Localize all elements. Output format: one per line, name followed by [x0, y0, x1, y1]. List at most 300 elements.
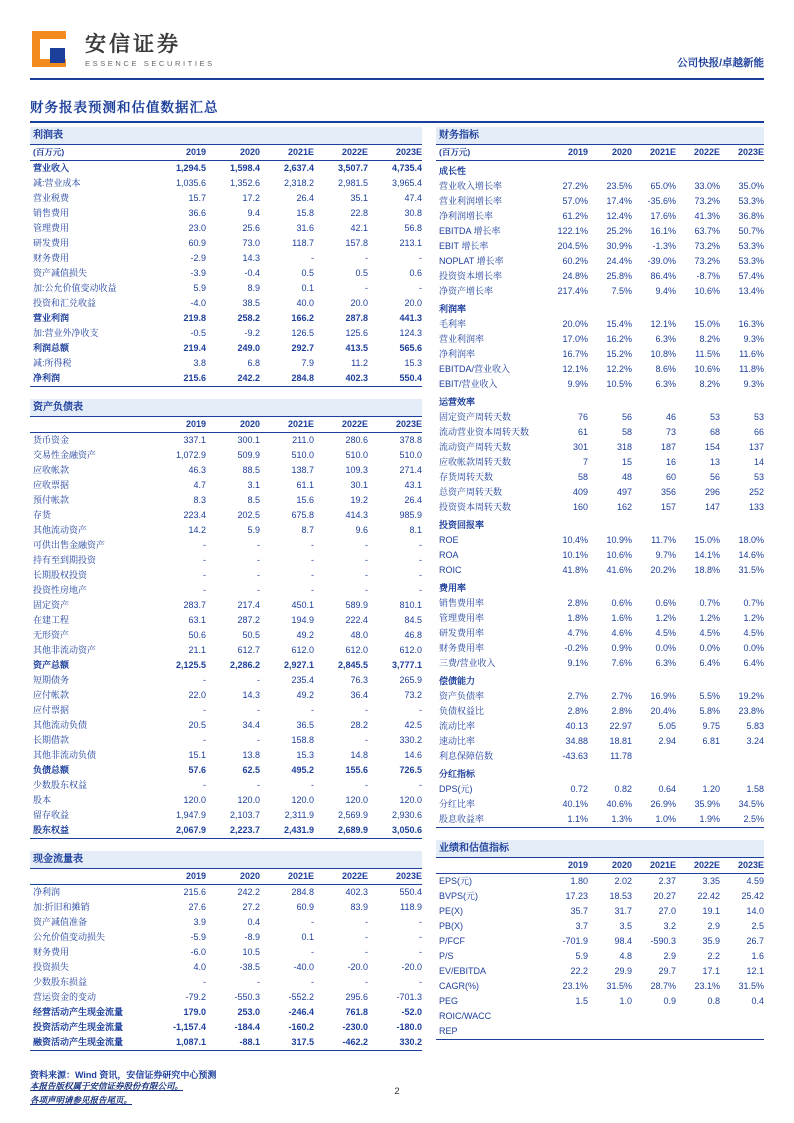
- cell-value: 612.0: [399, 645, 422, 655]
- cell-value: -701.9: [562, 936, 588, 946]
- cell-value: 3,507.7: [337, 163, 368, 173]
- table-row: [30, 296, 422, 311]
- cell-value: -8.7%: [696, 271, 720, 281]
- cell-value: 24.8%: [562, 271, 588, 281]
- cell-value: 16.1%: [650, 226, 676, 236]
- year-header: 2020: [239, 419, 260, 429]
- cell-value: -: [203, 555, 206, 565]
- cell-value: [676, 1024, 720, 1039]
- year-header: 2023E: [395, 147, 422, 157]
- table-row: [30, 748, 422, 763]
- cell-value: 2,103.7: [229, 810, 260, 820]
- cell-value: 10.4%: [562, 535, 588, 545]
- cell-value: 15.3: [404, 358, 422, 368]
- cell-value: 109.3: [345, 465, 368, 475]
- cell-value: 12.1%: [650, 319, 676, 329]
- cell-value: 22.2: [570, 966, 588, 976]
- row-label: 资产减值准备: [33, 917, 88, 927]
- row-label: 加:营业外净收支: [33, 328, 99, 338]
- cell-value: 8.9: [247, 283, 260, 293]
- cell-value: 40.6%: [606, 799, 632, 809]
- cell-value: 565.6: [399, 343, 422, 353]
- table-row: [436, 749, 764, 764]
- row-label: 净利润率: [439, 349, 476, 359]
- cell-value: 31.5%: [738, 565, 764, 575]
- cell-value: -0.2%: [564, 643, 588, 653]
- cell-value: 40.1%: [562, 799, 588, 809]
- cell-value: -35.6%: [647, 196, 676, 206]
- cell-value: -552.2: [288, 992, 314, 1002]
- cell-value: -: [257, 555, 260, 565]
- cell-value: 337.1: [183, 435, 206, 445]
- cell-value: 675.8: [291, 510, 314, 520]
- row-label: 财务费用: [33, 253, 70, 263]
- cell-value: 378.8: [399, 435, 422, 445]
- cell-value: 204.5%: [557, 241, 588, 251]
- cell-value: 9.1%: [567, 658, 588, 668]
- row-label: 应付票据: [33, 705, 70, 715]
- cell-value: 8.3: [193, 495, 206, 505]
- cell-value: -: [419, 570, 422, 580]
- cell-value: -: [365, 932, 368, 942]
- table-row: [436, 224, 764, 239]
- row-label: 存货周转天数: [439, 472, 494, 482]
- cell-value: [632, 749, 676, 764]
- cell-value: 3.1: [247, 480, 260, 490]
- cell-value: 62.5: [242, 765, 260, 775]
- cell-value: 30.8: [404, 208, 422, 218]
- table-row: [436, 641, 764, 656]
- cell-value: -: [419, 705, 422, 715]
- cell-value: 27.6: [188, 902, 206, 912]
- cell-value: [544, 1024, 588, 1039]
- table-row: [30, 433, 422, 448]
- cell-value: 9.75: [702, 721, 720, 731]
- table-row: [436, 904, 764, 919]
- cell-value: -: [257, 705, 260, 715]
- cell-value: 15.7: [188, 193, 206, 203]
- cell-value: -43.63: [562, 751, 588, 761]
- cell-value: 124.3: [399, 328, 422, 338]
- cell-value: 98.4: [614, 936, 632, 946]
- year-header: 2020: [239, 147, 260, 157]
- table-row: [436, 704, 764, 719]
- year-header: 2019: [185, 871, 206, 881]
- table-row: [436, 485, 764, 500]
- table-row: [30, 930, 422, 945]
- cell-value: 36.8%: [738, 211, 764, 221]
- row-label: 应收帐款: [33, 465, 70, 475]
- cell-value: 318: [616, 442, 632, 452]
- year-header: 2022E: [341, 419, 368, 429]
- row-label: 速动比率: [439, 736, 476, 746]
- table-row: [436, 1024, 764, 1040]
- row-label: 管理费用率: [439, 613, 485, 623]
- cell-value: 120.0: [345, 795, 368, 805]
- cell-value: [720, 1009, 764, 1024]
- cell-value: -550.3: [234, 992, 260, 1002]
- cell-value: 53: [753, 472, 764, 482]
- cell-value: 35.0%: [738, 181, 764, 191]
- cell-value: 40.13: [565, 721, 588, 731]
- cell-value: 73.2%: [694, 241, 720, 251]
- cell-value: 1.2%: [655, 613, 676, 623]
- cell-value: 409: [572, 487, 588, 497]
- year-header: 2021E: [287, 419, 314, 429]
- cell-value: 2.94: [658, 736, 676, 746]
- cell-value: 1.0%: [655, 814, 676, 824]
- cell-value: 50.5: [242, 630, 260, 640]
- row-label: ROE: [439, 535, 459, 545]
- cell-value: -: [365, 585, 368, 595]
- table-row: [30, 598, 422, 613]
- cell-value: -462.2: [342, 1037, 368, 1047]
- row-label: 应付帐款: [33, 690, 70, 700]
- year-header: 2019: [567, 147, 588, 157]
- row-label: 营业税费: [33, 193, 70, 203]
- cell-value: -88.1: [239, 1037, 260, 1047]
- cell-value: -: [365, 977, 368, 987]
- cell-value: 15.1: [188, 750, 206, 760]
- cell-value: 48: [621, 472, 632, 482]
- cell-value: -160.2: [288, 1022, 314, 1032]
- cell-value: 13: [709, 457, 720, 467]
- cell-value: 295.6: [345, 992, 368, 1002]
- cell-value: -0.4: [244, 268, 260, 278]
- cell-value: 1,072.9: [175, 450, 206, 460]
- row-label: 预付帐款: [33, 495, 70, 505]
- brand-name-en: ESSENCE SECURITIES: [85, 58, 215, 68]
- table-row: [436, 254, 764, 269]
- cell-value: 14.6%: [738, 550, 764, 560]
- cell-value: 5.9: [193, 283, 206, 293]
- cell-value: 24.4%: [606, 256, 632, 266]
- cell-value: 28.2: [350, 720, 368, 730]
- cell-value: -: [311, 555, 314, 565]
- cell-value: -9.2: [244, 328, 260, 338]
- cell-value: 15.3: [296, 750, 314, 760]
- row-label: 销售费用率: [439, 598, 485, 608]
- cell-value: 18.53: [609, 891, 632, 901]
- cell-value: 211.0: [292, 435, 314, 445]
- cell-value: -52.0: [401, 1007, 422, 1017]
- row-label: 利润率: [439, 304, 467, 314]
- row-label: NOPLAT 增长率: [439, 256, 504, 266]
- table-row: [436, 1009, 764, 1024]
- cell-value: -: [257, 735, 260, 745]
- cell-value: 15.2%: [606, 349, 632, 359]
- cell-value: 5.05: [658, 721, 676, 731]
- cell-value: 0.8: [707, 996, 720, 1006]
- cell-value: 0.0%: [655, 643, 676, 653]
- row-label: 存货: [33, 510, 52, 520]
- cell-value: -246.4: [288, 1007, 314, 1017]
- cell-value: 58: [621, 427, 632, 437]
- cell-value: 5.9: [247, 525, 260, 535]
- table-row: [436, 596, 764, 611]
- cell-value: 510.0: [291, 450, 314, 460]
- cell-value: 287.8: [345, 313, 368, 323]
- cell-value: -: [419, 932, 422, 942]
- cell-value: 12.1: [746, 966, 764, 976]
- cell-value: 43.1: [404, 480, 422, 490]
- cell-value: 2.5: [751, 921, 764, 931]
- row-label: PEG: [439, 996, 459, 1006]
- cell-value: 317.5: [291, 1037, 314, 1047]
- cell-value: 10.5: [242, 947, 260, 957]
- row-label: 负债总额: [33, 765, 70, 775]
- cell-value: 14.3: [242, 690, 260, 700]
- cell-value: 3.35: [702, 876, 720, 886]
- cell-value: [588, 1009, 632, 1024]
- cell-value: 34.88: [565, 736, 588, 746]
- row-label: 少数股东损益: [33, 977, 88, 987]
- cell-value: 42.1: [350, 223, 368, 233]
- cell-value: 280.6: [345, 435, 368, 445]
- page-footer: [30, 1069, 764, 1109]
- cell-value: 56.8: [404, 223, 422, 233]
- cell-value: 160: [572, 502, 588, 512]
- table-row: [30, 613, 422, 628]
- cell-value: 122.1%: [557, 226, 588, 236]
- cell-value: 1.5: [575, 996, 588, 1006]
- cell-value: 14.0: [746, 906, 764, 916]
- cell-value: -: [257, 977, 260, 987]
- cell-value: 2.02: [614, 876, 632, 886]
- cell-value: 1.2%: [743, 613, 764, 623]
- table-row: [436, 533, 764, 548]
- cell-value: 2,845.5: [337, 660, 368, 670]
- cell-value: 1.2%: [699, 613, 720, 623]
- section-header-row: [436, 302, 764, 317]
- cell-value: 0.4: [751, 996, 764, 1006]
- cell-value: 589.9: [345, 600, 368, 610]
- cell-value: -: [311, 780, 314, 790]
- cell-value: [720, 1024, 764, 1039]
- cell-value: 41.6%: [606, 565, 632, 575]
- cell-value: 258.2: [237, 313, 260, 323]
- table-row: [30, 568, 422, 583]
- row-label: CAGR(%): [439, 981, 479, 991]
- cell-value: 284.8: [291, 373, 314, 383]
- cell-value: 8.2%: [699, 379, 720, 389]
- cell-value: 2,318.2: [283, 178, 314, 188]
- cell-value: 2.8%: [567, 706, 588, 716]
- row-label: 管理费用: [33, 223, 70, 233]
- cell-value: 73.0: [242, 238, 260, 248]
- cell-value: -0.5: [190, 328, 206, 338]
- cell-value: 16.9%: [650, 691, 676, 701]
- row-label: DPS(元): [439, 784, 473, 794]
- cell-value: -: [311, 540, 314, 550]
- cell-value: 53: [709, 412, 720, 422]
- cell-value: 10.6%: [606, 550, 632, 560]
- cell-value: 6.3%: [655, 379, 676, 389]
- cell-value: -: [203, 585, 206, 595]
- cell-value: 1,087.1: [175, 1037, 206, 1047]
- cell-value: 19.2%: [738, 691, 764, 701]
- row-label: 投资资本周转天数: [439, 502, 512, 512]
- table-row: [30, 763, 422, 778]
- table-row: [30, 191, 422, 206]
- row-label: 负债权益比: [439, 706, 485, 716]
- cell-value: 0.6%: [655, 598, 676, 608]
- cell-value: 26.4: [296, 193, 314, 203]
- cell-value: 179.0: [183, 1007, 206, 1017]
- row-label: 投资性房地产: [33, 585, 88, 595]
- row-label: 加:公允价值变动收益: [33, 283, 117, 293]
- cell-value: -: [203, 780, 206, 790]
- cell-value: 2.37: [658, 876, 676, 886]
- cell-value: 13.4%: [738, 286, 764, 296]
- row-label: EPS(元): [439, 876, 473, 886]
- cell-value: 22.8: [350, 208, 368, 218]
- cell-value: 4.5%: [699, 628, 720, 638]
- cell-value: 61.1: [296, 480, 314, 490]
- cell-value: 31.5%: [606, 981, 632, 991]
- table-row: [436, 194, 764, 209]
- unit-label: [30, 869, 152, 884]
- table-row: [436, 548, 764, 563]
- cell-value: 217.4: [237, 600, 260, 610]
- cell-value: 284.8: [291, 887, 314, 897]
- cell-value: 133: [748, 502, 764, 512]
- logo-blue-square: [50, 48, 65, 63]
- cell-value: 23.0: [188, 223, 206, 233]
- cell-value: -: [365, 735, 368, 745]
- table-row: [436, 934, 764, 949]
- cell-value: 22.42: [697, 891, 720, 901]
- cell-value: 15: [621, 457, 632, 467]
- cell-value: 9.3%: [743, 379, 764, 389]
- table-row: [30, 975, 422, 990]
- row-label: 分红比率: [439, 799, 476, 809]
- cell-value: 10.8%: [650, 349, 676, 359]
- cell-value: 17.2: [242, 193, 260, 203]
- row-label: 固定资产周转天数: [439, 412, 512, 422]
- cell-value: 73.2: [404, 690, 422, 700]
- cell-value: 6.3%: [655, 658, 676, 668]
- row-label: 在建工程: [33, 615, 70, 625]
- table-row: [30, 1020, 422, 1035]
- cell-value: 356: [660, 487, 676, 497]
- cell-value: -4.0: [190, 298, 206, 308]
- row-label: 三费/营业收入: [439, 658, 496, 668]
- cell-value: 46: [665, 412, 676, 422]
- cell-value: 0.4: [247, 917, 260, 927]
- cell-value: 2,311.9: [284, 810, 314, 820]
- cell-value: 5.83: [746, 721, 764, 731]
- row-label: PB(X): [439, 921, 464, 931]
- cell-value: 20.0: [404, 298, 422, 308]
- cell-value: 20.2%: [650, 565, 676, 575]
- cell-value: 1,598.4: [229, 163, 260, 173]
- section-header-row: [436, 395, 764, 410]
- year-header: 2021E: [287, 147, 314, 157]
- cell-value: 63.7%: [694, 226, 720, 236]
- table-row: [436, 410, 764, 425]
- table-row: [436, 332, 764, 347]
- cell-value: 3.2: [663, 921, 676, 931]
- table-row: [436, 979, 764, 994]
- cell-value: 31.7: [614, 906, 632, 916]
- cell-value: 283.7: [183, 600, 206, 610]
- cell-value: 25.2%: [606, 226, 632, 236]
- year-header: 2019: [567, 860, 588, 870]
- cell-value: 0.5: [355, 268, 368, 278]
- cell-value: 413.5: [345, 343, 368, 353]
- cell-value: 60.9: [296, 902, 314, 912]
- table-row: [30, 266, 422, 281]
- cell-value: 53.3%: [738, 196, 764, 206]
- cell-value: 287.2: [237, 615, 260, 625]
- cell-value: 166.2: [291, 313, 314, 323]
- cell-value: 41.8%: [562, 565, 588, 575]
- row-label: 无形资产: [33, 630, 70, 640]
- cell-value: 219.4: [183, 343, 206, 353]
- cell-value: 154: [704, 442, 720, 452]
- cell-value: 63.1: [188, 615, 206, 625]
- row-label: 可供出售金融资产: [33, 540, 106, 550]
- row-label: 营业收入增长率: [439, 181, 503, 191]
- row-label: 营业收入: [33, 163, 70, 173]
- cell-value: 34.4: [242, 720, 260, 730]
- cell-value: -: [203, 705, 206, 715]
- table-row: [436, 611, 764, 626]
- row-label: 投资活动产生现金流量: [33, 1022, 124, 1032]
- cell-value: 23.1%: [562, 981, 588, 991]
- cell-value: -: [257, 540, 260, 550]
- table-row: [436, 347, 764, 362]
- cell-value: 11.7%: [651, 535, 676, 545]
- row-label: 交易性金融资产: [33, 450, 97, 460]
- cell-value: 509.9: [237, 450, 260, 460]
- table-title-bar: 业绩和估值指标: [436, 840, 764, 858]
- cell-value: 2.7%: [611, 691, 632, 701]
- row-label: EBIT 增长率: [439, 241, 489, 251]
- cell-value: -: [365, 555, 368, 565]
- table-row: [436, 689, 764, 704]
- cell-value: 414.3: [345, 510, 368, 520]
- row-label: ROIC/WACC: [439, 1011, 492, 1021]
- table-row: [30, 703, 422, 718]
- cell-value: -: [365, 780, 368, 790]
- years-header-row: [436, 145, 764, 161]
- row-label: 短期债务: [33, 675, 70, 685]
- table-row: [436, 269, 764, 284]
- cell-value: 265.9: [399, 675, 422, 685]
- cell-value: 25.42: [741, 891, 764, 901]
- cell-value: 1.9%: [699, 814, 720, 824]
- cell-value: 7.5%: [611, 286, 632, 296]
- row-label: 利息保障倍数: [439, 751, 494, 761]
- cell-value: 17.0%: [562, 334, 588, 344]
- row-label: REP: [439, 1026, 458, 1036]
- row-label: 固定资产: [33, 600, 70, 610]
- cell-value: -230.0: [342, 1022, 368, 1032]
- table-row: [436, 440, 764, 455]
- table-row: [30, 688, 422, 703]
- cell-value: 10.6%: [694, 286, 720, 296]
- cell-value: 5.5%: [699, 691, 720, 701]
- cell-value: 155.6: [345, 765, 368, 775]
- cell-value: 15.0%: [694, 535, 720, 545]
- cell-value: 3.9: [193, 917, 206, 927]
- cell-value: 249.0: [237, 343, 260, 353]
- row-label: 加:折旧和摊销: [33, 902, 90, 912]
- cell-value: 253.0: [237, 1007, 260, 1017]
- year-header: 2022E: [341, 871, 368, 881]
